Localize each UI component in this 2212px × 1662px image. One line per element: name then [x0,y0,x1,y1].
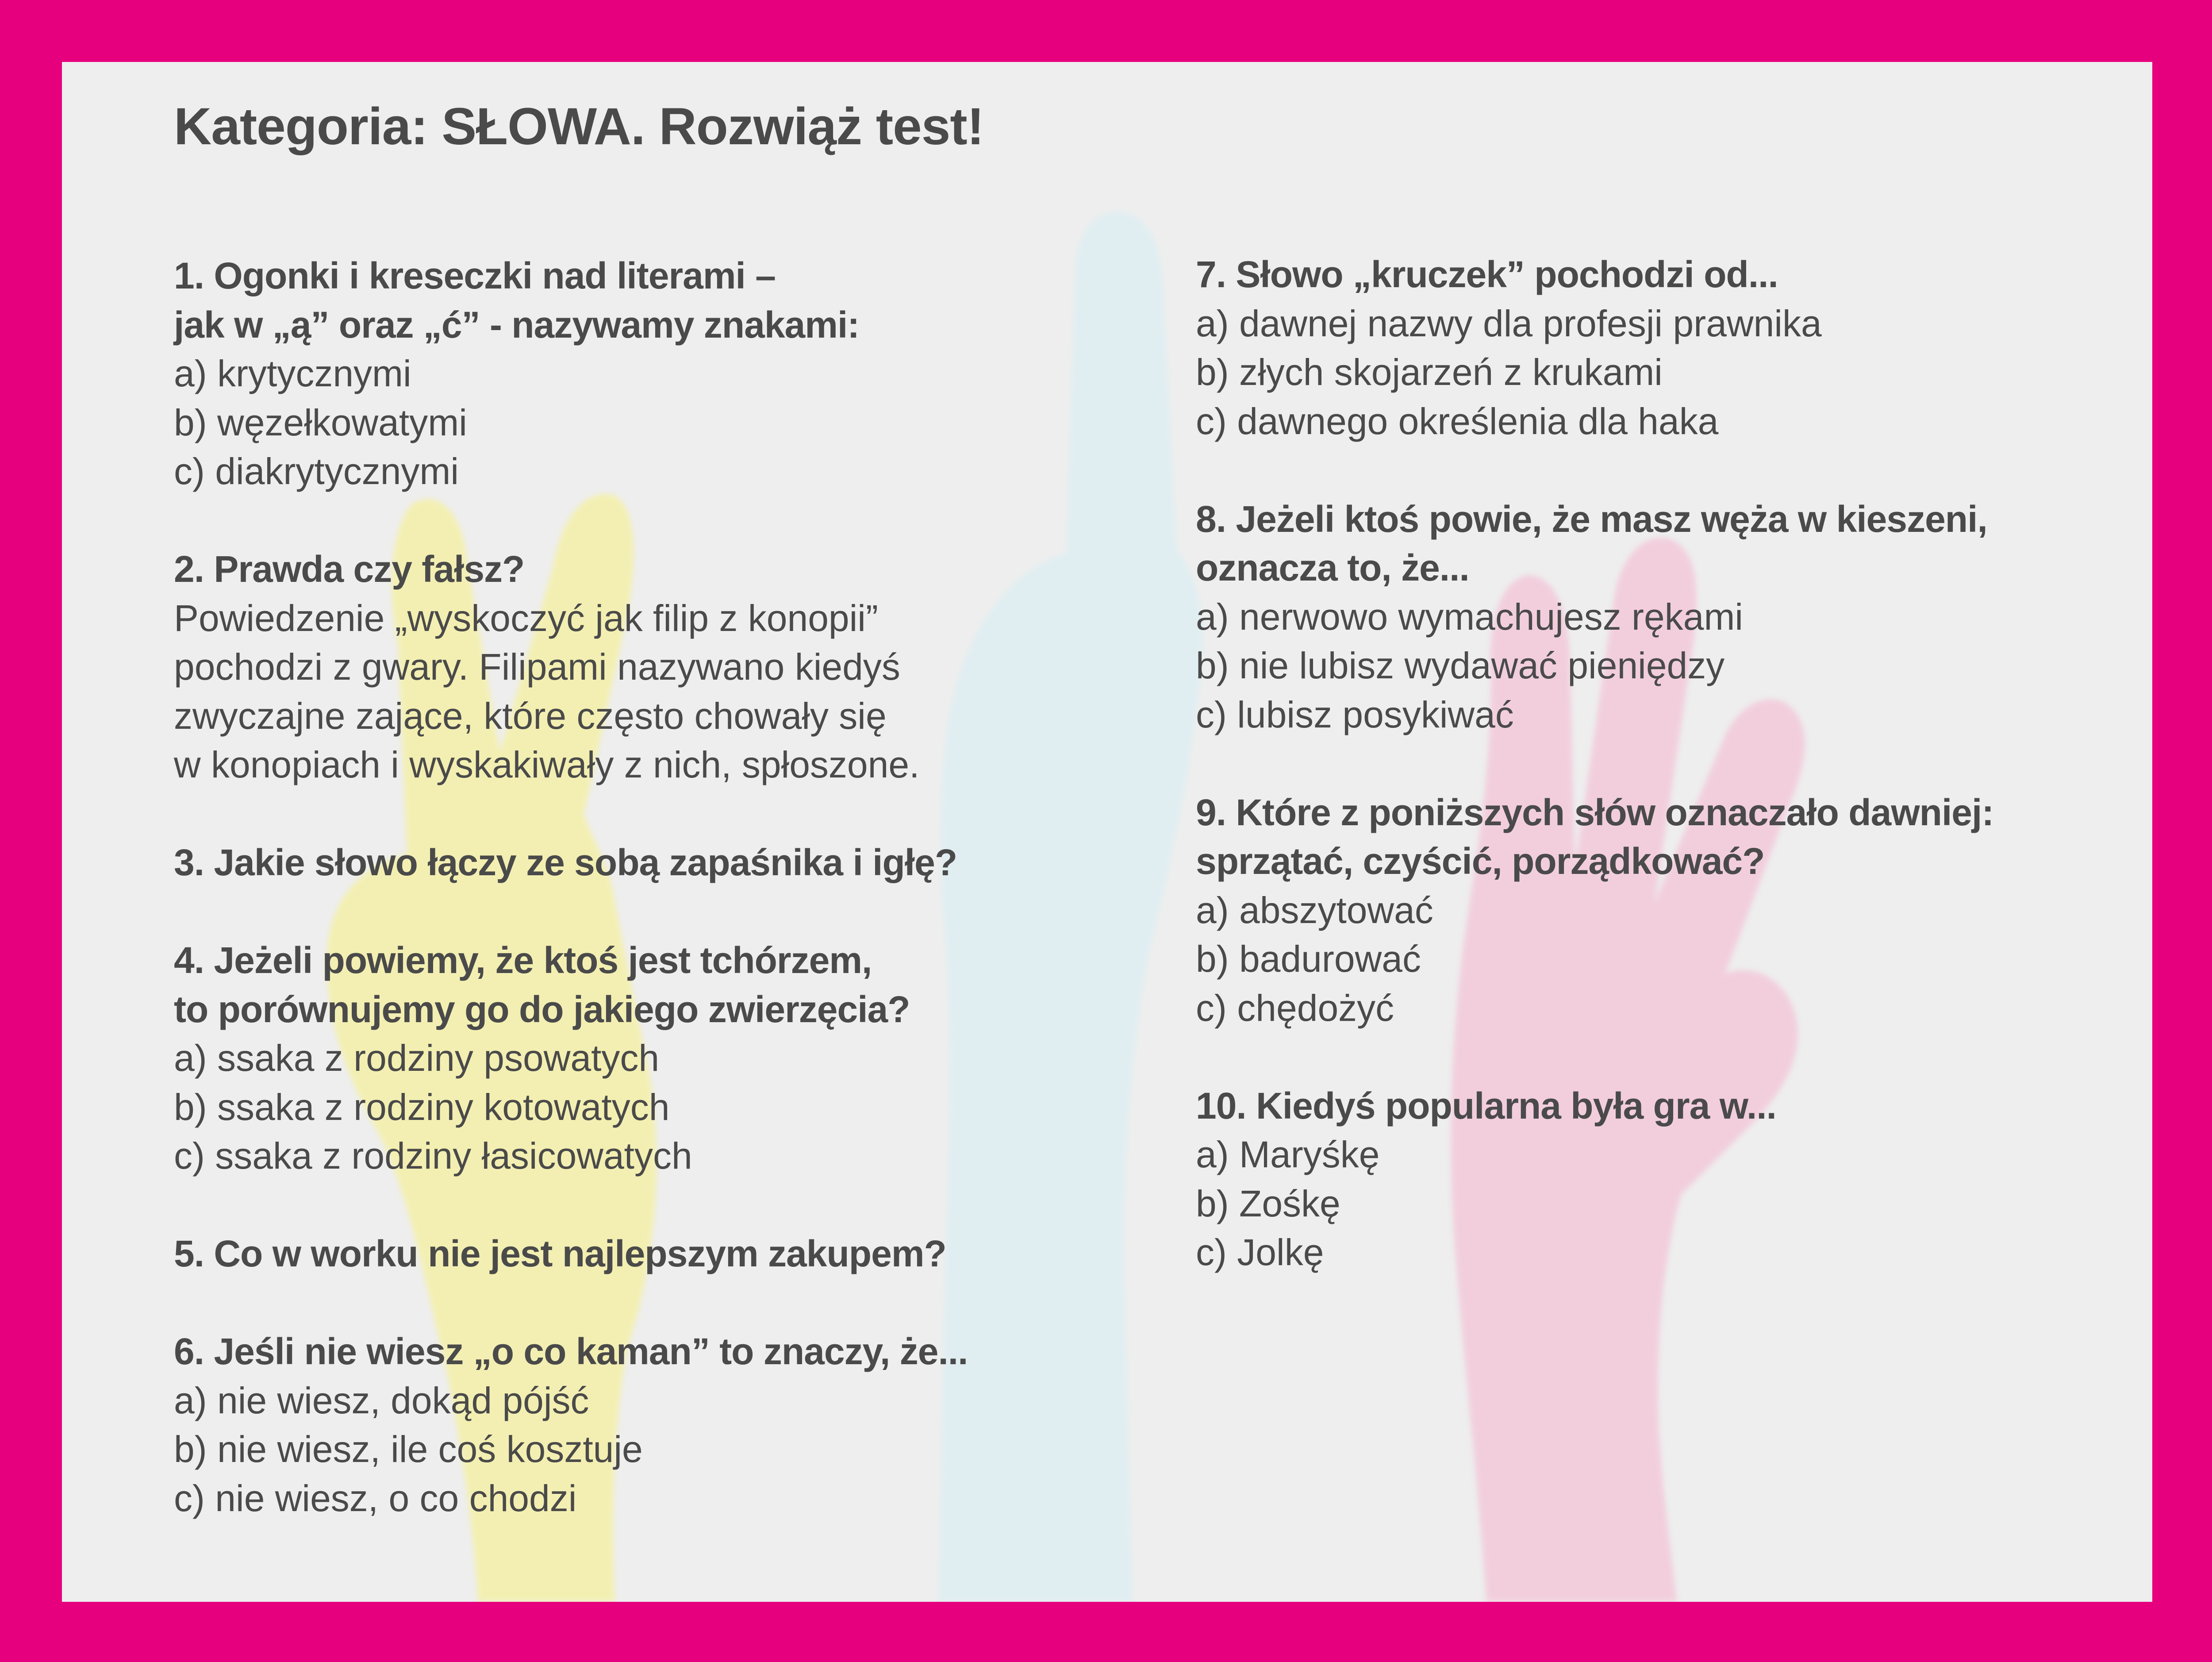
question-heading: 4. Jeżeli powiemy, że ktoś jest tchórzem, [174,939,872,981]
question-body: Powiedzenie „wyskoczyć jak filip z konopii” [174,597,878,639]
question-heading: 5. Co w worku nie jest najlepszym zakupem? [174,1233,946,1274]
question-1 [174,251,1059,496]
question-7 [1196,250,2081,446]
question-2 [174,545,1059,789]
questions-right-column [1196,250,2081,1326]
question-4 [174,936,1059,1181]
question-heading: to porównujemy go do jakiego zwierzęcia? [174,988,910,1030]
question-heading: 2. Prawda czy fałsz? [174,548,525,590]
answer-option: a) abszytować [1196,889,1433,931]
answer-option: c) Jolkę [1196,1231,1324,1273]
question-heading: 3. Jakie słowo łączy ze sobą zapaśnika i igłę? [174,842,957,883]
answer-option: b) nie lubisz wydawać pieniędzy [1196,645,1725,686]
answer-option: c) chędożyć [1196,987,1394,1029]
answer-option: c) diakrytycznymi [174,450,459,492]
question-heading: sprzątać, czyścić, porządkować? [1196,840,1765,882]
answer-option: b) złych skojarzeń z krukami [1196,351,1663,393]
answer-option: a) nie wiesz, dokąd pójść [174,1379,589,1421]
question-heading: 7. Słowo „kruczek” pochodzi od... [1196,254,1778,295]
question-heading: 6. Jeśli nie wiesz „o co kaman” to znaczy, że... [174,1331,968,1372]
answer-option: a) nerwowo wymachujesz rękami [1196,596,1743,638]
question-body: pochodzi z gwary. Filipami nazywano kiedyś [174,646,900,688]
answer-option: b) węzełkowatymi [174,401,467,443]
question-6 [174,1327,1059,1523]
question-heading: 8. Jeżeli ktoś powie, że masz węża w kieszeni, [1196,498,1987,540]
question-heading: 1. Ogonki i kreseczki nad literami – [174,255,776,296]
answer-option: c) ssaka z rodziny łasicowatych [174,1135,692,1177]
question-5 [174,1229,1059,1278]
question-body: w konopiach i wyskakiwały z nich, spłoszone. [174,744,920,785]
question-heading: oznacza to, że... [1196,547,1469,589]
quiz-card [62,62,2152,1602]
answer-option: b) badurować [1196,938,1421,980]
question-8 [1196,495,2081,739]
answer-option: b) ssaka z rodziny kotowatych [174,1086,670,1128]
answer-option: a) dawnej nazwy dla profesji prawnika [1196,302,1822,344]
question-9 [1196,788,2081,1033]
question-heading: 9. Które z poniższych słów oznaczało dawniej: [1196,791,1994,833]
question-heading: 10. Kiedyś popularna była gra w... [1196,1085,1776,1127]
question-3 [174,838,1059,887]
answer-option: a) krytycznymi [174,353,411,394]
answer-option: c) nie wiesz, o co chodzi [174,1477,577,1519]
question-heading: jak w „ą” oraz „ć” - nazywamy znakami: [174,304,860,346]
page-title: Kategoria: SŁOWA. Rozwiąż test! [174,97,984,156]
answer-option: c) lubisz posykiwać [1196,693,1514,735]
questions-left-column [174,251,1059,1572]
answer-option: a) ssaka z rodziny psowatych [174,1037,660,1079]
answer-option: c) dawnego określenia dla haka [1196,400,1719,442]
answer-option: a) Maryśkę [1196,1134,1380,1175]
answer-option: b) Zośkę [1196,1182,1340,1224]
answer-option: b) nie wiesz, ile coś kosztuje [174,1428,643,1470]
question-10 [1196,1081,2081,1277]
question-body: zwyczajne zające, które często chowały się [174,695,887,737]
